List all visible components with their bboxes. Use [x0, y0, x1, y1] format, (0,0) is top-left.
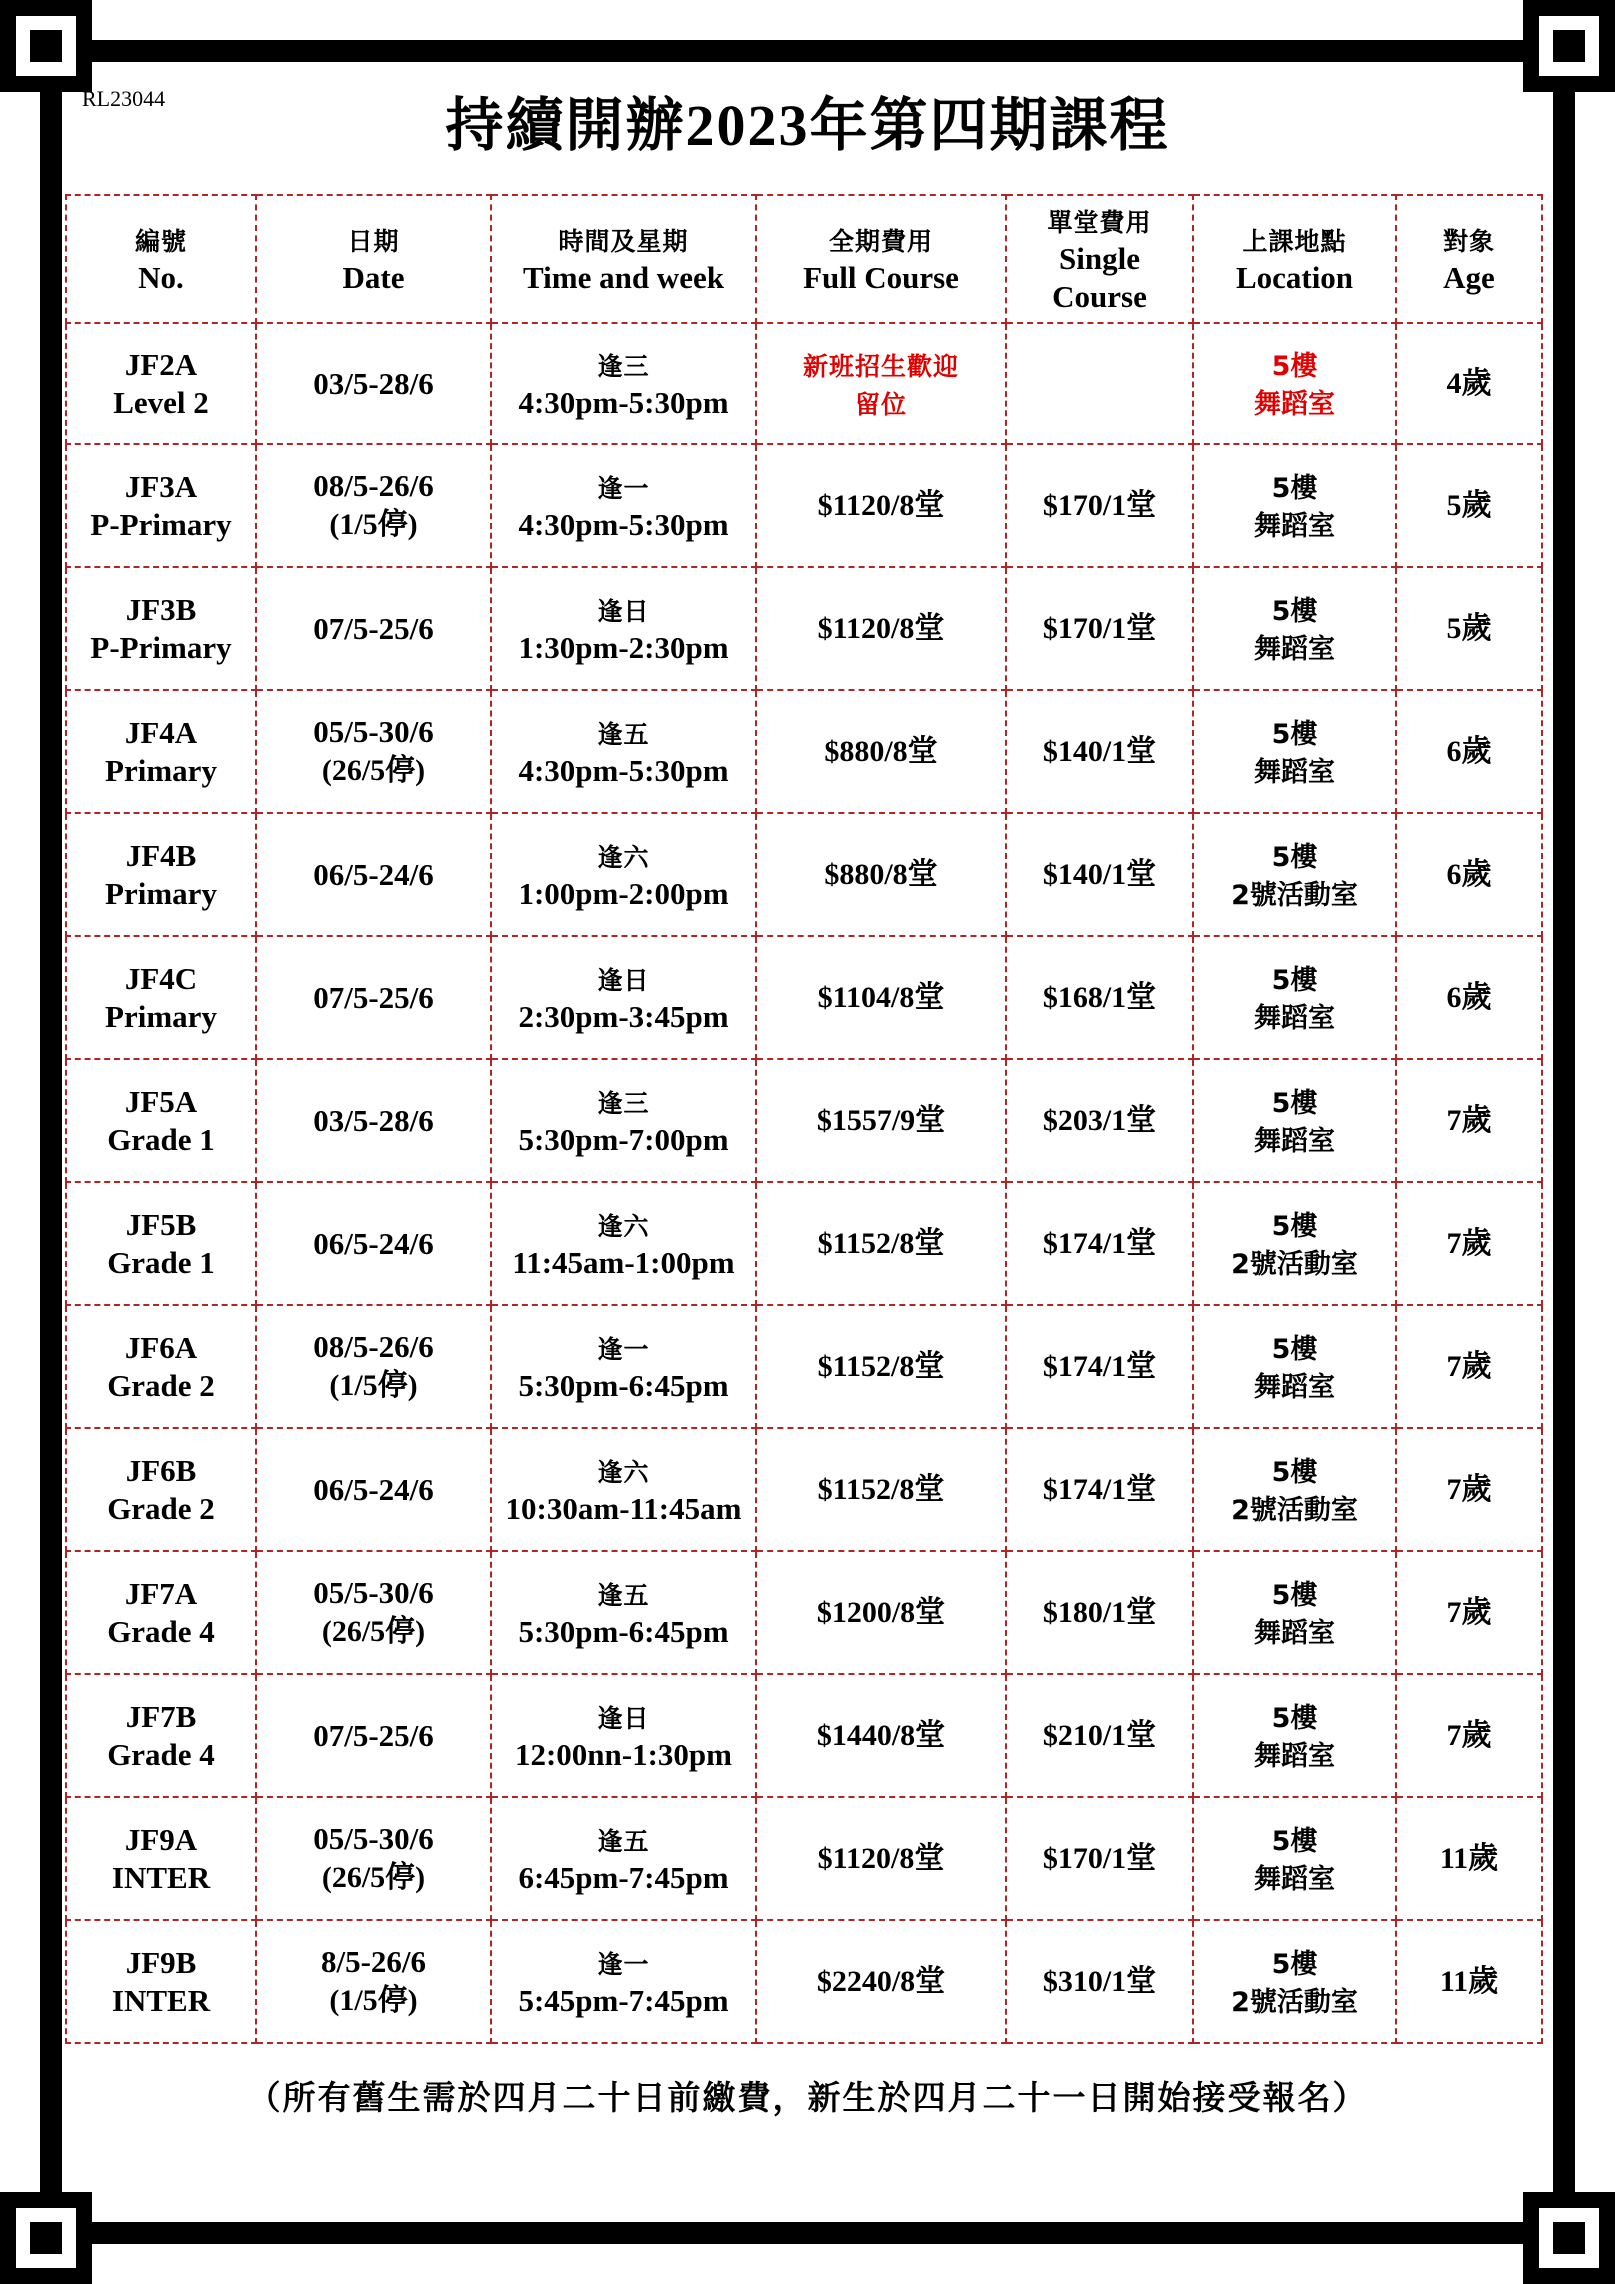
location-cell: 5樓 舞蹈室 [1193, 323, 1396, 444]
table-row [66, 1920, 1542, 2043]
location-cell: 5樓 舞蹈室 [1193, 1797, 1396, 1920]
date-cell: 07/5-25/6 [256, 936, 491, 1059]
time-cell: 逢一 5:30pm-6:45pm [491, 1305, 756, 1428]
age-cell: 7歲 [1396, 1305, 1542, 1428]
single-course-fee-cell: $180/1堂 [1006, 1551, 1193, 1674]
full-course-fee-cell: $1200/8堂 [756, 1551, 1006, 1674]
course-code-cell: JF6A Grade 2 [66, 1305, 256, 1428]
date-cell: 06/5-24/6 [256, 1182, 491, 1305]
course-code-cell: JF4B Primary [66, 813, 256, 936]
full-course-fee-cell: 新班招生歡迎 留位 [756, 323, 1006, 444]
course-code-cell: JF7B Grade 4 [66, 1674, 256, 1797]
time-cell: 逢日 1:30pm-2:30pm [491, 567, 756, 690]
full-course-fee-cell: $1152/8堂 [756, 1428, 1006, 1551]
age-cell: 7歲 [1396, 1428, 1542, 1551]
course-code-cell: JF5A Grade 1 [66, 1059, 256, 1182]
full-course-fee-cell: $1152/8堂 [756, 1305, 1006, 1428]
location-cell: 5樓 舞蹈室 [1193, 690, 1396, 813]
date-cell: 08/5-26/6 (1/5停) [256, 444, 491, 567]
reference-code: RL23044 [82, 86, 166, 111]
table-row [66, 1551, 1542, 1674]
table-row [66, 690, 1542, 813]
age-cell: 7歲 [1396, 1674, 1542, 1797]
time-cell: 逢一 4:30pm-5:30pm [491, 444, 756, 567]
table-row [66, 1797, 1542, 1920]
date-cell: 07/5-25/6 [256, 1674, 491, 1797]
single-course-fee-cell [1006, 323, 1193, 444]
location-cell: 5樓 舞蹈室 [1193, 936, 1396, 1059]
frame-corner-icon [1523, 2192, 1615, 2284]
location-cell: 5樓 2號活動室 [1193, 1428, 1396, 1551]
page-title: 持續開辦2023年第四期課程 [445, 93, 1170, 158]
time-cell: 逢五 4:30pm-5:30pm [491, 690, 756, 813]
table-row [66, 567, 1542, 690]
time-cell: 逢五 5:30pm-6:45pm [491, 1551, 756, 1674]
full-course-fee-cell: $1120/8堂 [756, 567, 1006, 690]
time-cell: 逢五 6:45pm-7:45pm [491, 1797, 756, 1920]
full-course-fee-cell: $1120/8堂 [756, 444, 1006, 567]
location-cell: 5樓 舞蹈室 [1193, 1674, 1396, 1797]
age-cell: 4歲 [1396, 323, 1542, 444]
single-course-fee-cell: $174/1堂 [1006, 1428, 1193, 1551]
time-cell: 逢三 5:30pm-7:00pm [491, 1059, 756, 1182]
location-cell: 5樓 2號活動室 [1193, 1182, 1396, 1305]
location-cell: 5樓 2號活動室 [1193, 813, 1396, 936]
course-schedule-table [65, 194, 1543, 2044]
age-cell: 6歲 [1396, 936, 1542, 1059]
table-row [66, 1305, 1542, 1428]
age-cell: 11歲 [1396, 1920, 1542, 2043]
single-course-fee-cell: $140/1堂 [1006, 813, 1193, 936]
time-cell: 逢三 4:30pm-5:30pm [491, 323, 756, 444]
date-cell: 03/5-28/6 [256, 323, 491, 444]
date-cell: 07/5-25/6 [256, 567, 491, 690]
full-course-fee-cell: $880/8堂 [756, 690, 1006, 813]
course-code-cell: JF9A INTER [66, 1797, 256, 1920]
header-age: 對象 Age [1396, 195, 1542, 323]
date-cell: 06/5-24/6 [256, 813, 491, 936]
single-course-fee-cell: $170/1堂 [1006, 444, 1193, 567]
location-cell: 5樓 舞蹈室 [1193, 1059, 1396, 1182]
table-row [66, 813, 1542, 936]
header-row [66, 195, 1542, 323]
time-cell: 逢六 1:00pm-2:00pm [491, 813, 756, 936]
location-cell: 5樓 舞蹈室 [1193, 1551, 1396, 1674]
date-cell: 06/5-24/6 [256, 1428, 491, 1551]
header-single-course: 單堂費用 Single Course [1006, 195, 1193, 323]
full-course-fee-cell: $1557/9堂 [756, 1059, 1006, 1182]
frame-left [40, 40, 62, 2244]
full-course-fee-cell: $880/8堂 [756, 813, 1006, 936]
header-location: 上課地點 Location [1193, 195, 1396, 323]
table-row [66, 1428, 1542, 1551]
date-cell: 08/5-26/6 (1/5停) [256, 1305, 491, 1428]
full-course-fee-cell: $1152/8堂 [756, 1182, 1006, 1305]
course-code-cell: JF9B INTER [66, 1920, 256, 2043]
date-cell: 05/5-30/6 (26/5停) [256, 1551, 491, 1674]
course-code-cell: JF7A Grade 4 [66, 1551, 256, 1674]
date-cell: 05/5-30/6 (26/5停) [256, 1797, 491, 1920]
header-time: 時間及星期 Time and week [491, 195, 756, 323]
table-row [66, 1674, 1542, 1797]
header-no: 編號 No. [66, 195, 256, 323]
header-date: 日期 Date [256, 195, 491, 323]
frame-top [40, 40, 1575, 62]
registration-note: （所有舊生需於四月二十日前繳費，新生於四月二十一日開始接受報名） [247, 2078, 1368, 2117]
time-cell: 逢六 11:45am-1:00pm [491, 1182, 756, 1305]
age-cell: 7歲 [1396, 1182, 1542, 1305]
single-course-fee-cell: $168/1堂 [1006, 936, 1193, 1059]
course-code-cell: JF3A P-Primary [66, 444, 256, 567]
age-cell: 5歲 [1396, 444, 1542, 567]
course-code-cell: JF4C Primary [66, 936, 256, 1059]
location-cell: 5樓 2號活動室 [1193, 1920, 1396, 2043]
date-cell: 03/5-28/6 [256, 1059, 491, 1182]
full-course-fee-cell: $2240/8堂 [756, 1920, 1006, 2043]
full-course-fee-cell: $1104/8堂 [756, 936, 1006, 1059]
time-cell: 逢日 12:00nn-1:30pm [491, 1674, 756, 1797]
course-code-cell: JF4A Primary [66, 690, 256, 813]
single-course-fee-cell: $170/1堂 [1006, 567, 1193, 690]
course-code-cell: JF6B Grade 2 [66, 1428, 256, 1551]
frame-right [1553, 40, 1575, 2244]
course-code-cell: JF5B Grade 1 [66, 1182, 256, 1305]
single-course-fee-cell: $203/1堂 [1006, 1059, 1193, 1182]
age-cell: 11歲 [1396, 1797, 1542, 1920]
age-cell: 5歲 [1396, 567, 1542, 690]
date-cell: 8/5-26/6 (1/5停) [256, 1920, 491, 2043]
table-row [66, 444, 1542, 567]
single-course-fee-cell: $140/1堂 [1006, 690, 1193, 813]
age-cell: 6歲 [1396, 813, 1542, 936]
course-code-cell: JF2A Level 2 [66, 323, 256, 444]
table-row [66, 936, 1542, 1059]
time-cell: 逢六 10:30am-11:45am [491, 1428, 756, 1551]
age-cell: 7歲 [1396, 1551, 1542, 1674]
date-cell: 05/5-30/6 (26/5停) [256, 690, 491, 813]
table-row [66, 1059, 1542, 1182]
age-cell: 7歲 [1396, 1059, 1542, 1182]
time-cell: 逢日 2:30pm-3:45pm [491, 936, 756, 1059]
location-cell: 5樓 舞蹈室 [1193, 567, 1396, 690]
frame-corner-icon [0, 2192, 92, 2284]
time-cell: 逢一 5:45pm-7:45pm [491, 1920, 756, 2043]
full-course-fee-cell: $1440/8堂 [756, 1674, 1006, 1797]
course-code-cell: JF3B P-Primary [66, 567, 256, 690]
table-row [66, 323, 1542, 444]
single-course-fee-cell: $174/1堂 [1006, 1305, 1193, 1428]
single-course-fee-cell: $310/1堂 [1006, 1920, 1193, 2043]
single-course-fee-cell: $210/1堂 [1006, 1674, 1193, 1797]
single-course-fee-cell: $174/1堂 [1006, 1182, 1193, 1305]
single-course-fee-cell: $170/1堂 [1006, 1797, 1193, 1920]
frame-bottom [40, 2222, 1575, 2244]
age-cell: 6歲 [1396, 690, 1542, 813]
table-row [66, 1182, 1542, 1305]
location-cell: 5樓 舞蹈室 [1193, 1305, 1396, 1428]
location-cell: 5樓 舞蹈室 [1193, 444, 1396, 567]
full-course-fee-cell: $1120/8堂 [756, 1797, 1006, 1920]
header-full-course: 全期費用 Full Course [756, 195, 1006, 323]
